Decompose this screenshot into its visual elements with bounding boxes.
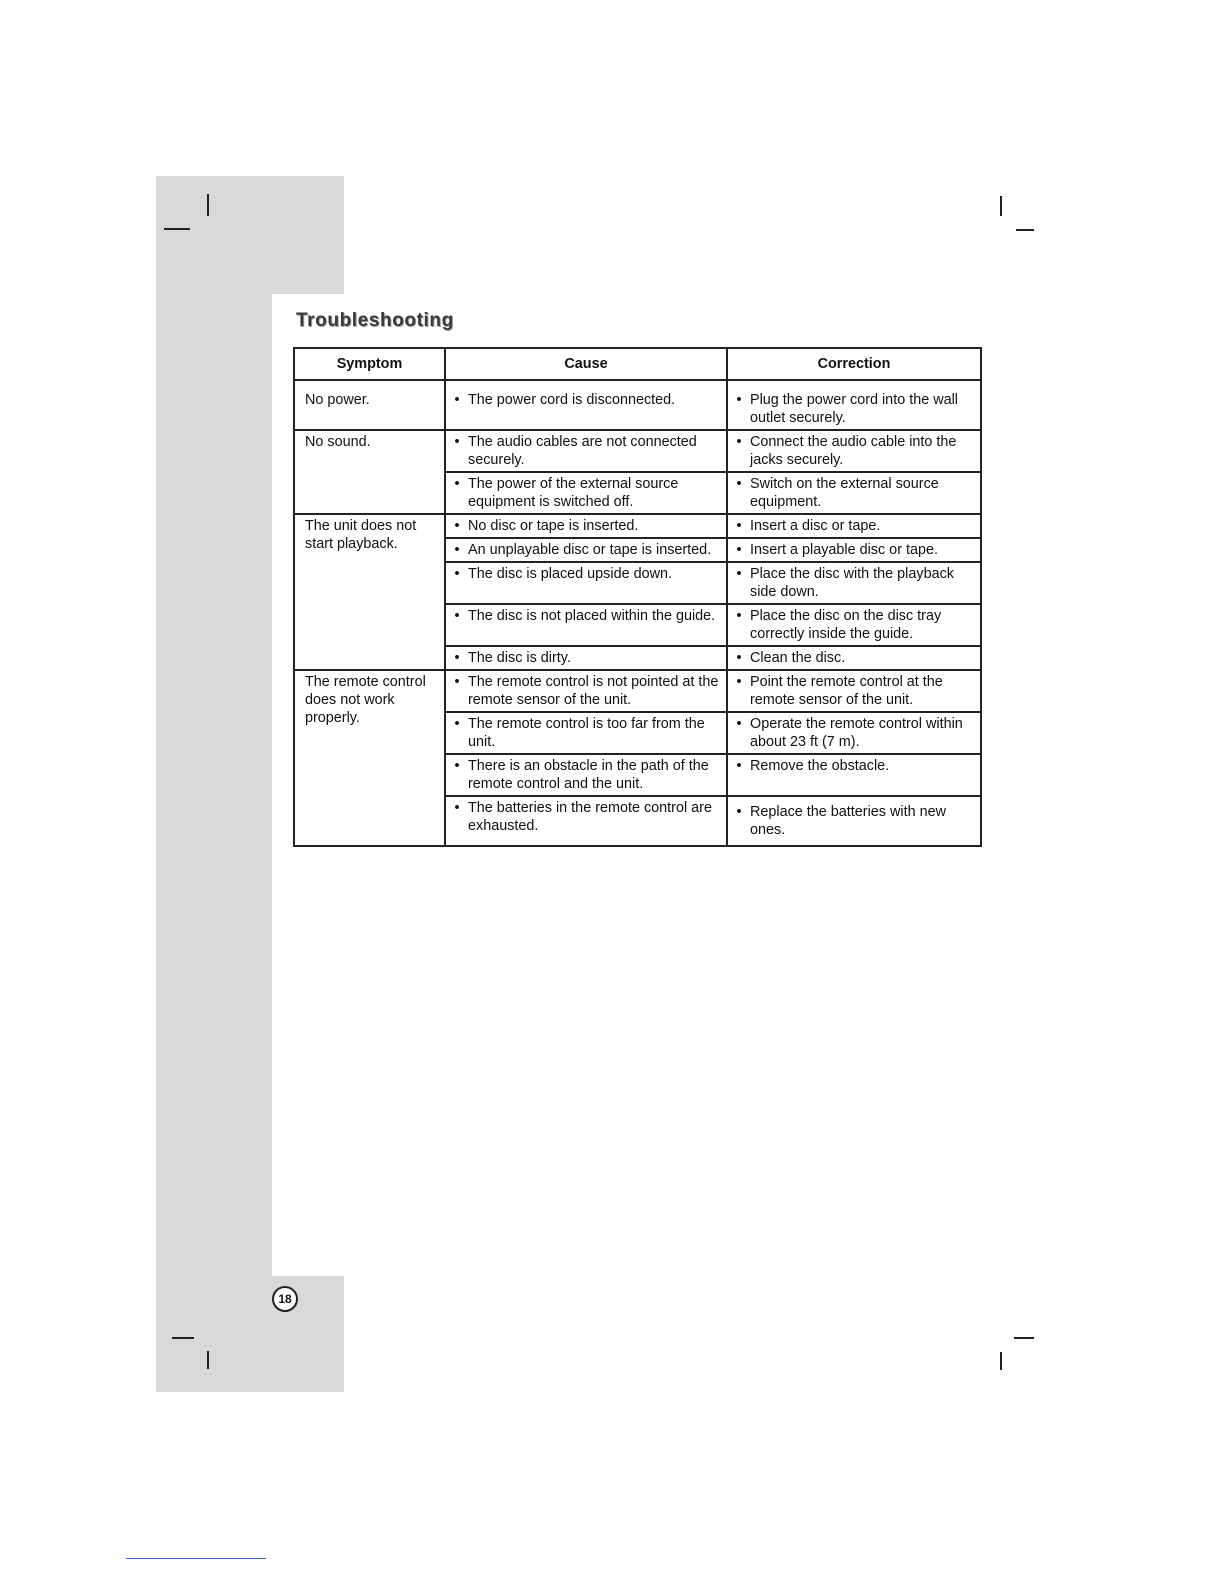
bullet: • — [736, 650, 742, 666]
bullet: • — [454, 800, 460, 816]
correction-text: Operate the remote control within about 23 ft (7 m). — [750, 716, 963, 750]
troubleshooting-table — [293, 347, 982, 847]
cause-text: The power cord is disconnected. — [468, 392, 676, 408]
bullet: • — [454, 650, 460, 666]
symptom-cell: The unit does not start playback. — [294, 514, 445, 670]
crop-mark — [1000, 1352, 1002, 1370]
bullet: • — [454, 542, 460, 558]
symptom-cell: No sound. — [294, 430, 445, 514]
bullet: • — [736, 476, 742, 492]
table-header-row — [294, 348, 981, 380]
bullet: • — [454, 434, 460, 450]
cause-cell — [445, 646, 727, 670]
correction-text: Remove the obstacle. — [750, 758, 890, 774]
correction-text: Replace the batteries with new ones. — [750, 804, 946, 838]
margin-strip-top — [156, 176, 344, 294]
bullet: • — [736, 674, 742, 690]
correction-text: Switch on the external source equipment. — [750, 476, 939, 510]
crop-mark — [1014, 1337, 1034, 1339]
cause-text: An unplayable disc or tape is inserted. — [468, 542, 712, 558]
correction-cell — [727, 430, 981, 472]
table-row — [294, 380, 981, 430]
bullet: • — [736, 758, 742, 774]
cause-cell — [445, 754, 727, 796]
bullet: • — [454, 716, 460, 732]
cause-text: The power of the external source equipment is switched off. — [468, 476, 679, 510]
correction-text: Plug the power cord into the wall outlet securely. — [750, 392, 958, 426]
cause-text: The remote control is not pointed at the remote sensor of the unit. — [468, 674, 719, 708]
correction-cell — [727, 670, 981, 712]
symptom-header: Symptom — [294, 348, 445, 380]
correction-cell — [727, 754, 981, 796]
cause-cell — [445, 380, 727, 430]
bullet: • — [454, 674, 460, 690]
correction-text: Connect the audio cable into the jacks securely. — [750, 434, 957, 468]
table-row — [294, 514, 981, 538]
crop-mark — [172, 1337, 194, 1339]
crop-mark — [207, 1351, 209, 1369]
bullet: • — [736, 434, 742, 450]
cause-cell — [445, 514, 727, 538]
bullet: • — [454, 608, 460, 624]
cause-cell — [445, 670, 727, 712]
correction-cell — [727, 472, 981, 514]
cause-text: The remote control is too far from the unit. — [468, 716, 705, 750]
bullet: • — [454, 518, 460, 534]
cause-cell — [445, 712, 727, 754]
cause-text: The audio cables are not connected securely. — [468, 434, 697, 468]
cause-text: There is an obstacle in the path of the remote control and the unit. — [468, 758, 709, 792]
correction-header: Correction — [727, 348, 981, 380]
crop-mark — [1016, 229, 1034, 231]
cause-text: The disc is dirty. — [468, 650, 571, 666]
cause-text: The disc is not placed within the guide. — [468, 608, 716, 624]
bullet: • — [736, 542, 742, 558]
crop-mark — [164, 228, 190, 230]
correction-text: Clean the disc. — [750, 650, 846, 666]
page-number-badge: 18 — [272, 1286, 298, 1312]
correction-cell — [727, 646, 981, 670]
correction-cell — [727, 604, 981, 646]
correction-text: Point the remote control at the remote sensor of the unit. — [750, 674, 943, 708]
correction-cell — [727, 538, 981, 562]
bullet: • — [454, 476, 460, 492]
cause-cell — [445, 562, 727, 604]
cause-text: No disc or tape is inserted. — [468, 518, 639, 534]
margin-strip-side — [156, 294, 272, 1392]
bullet: • — [736, 804, 742, 820]
cause-cell — [445, 604, 727, 646]
bottom-rule — [126, 1558, 266, 1559]
cause-cell — [445, 430, 727, 472]
correction-cell — [727, 514, 981, 538]
bullet: • — [454, 392, 460, 408]
cause-text: The batteries in the remote control are exhausted. — [468, 800, 712, 834]
correction-cell — [727, 562, 981, 604]
crop-mark — [207, 194, 209, 216]
cause-header: Cause — [445, 348, 727, 380]
cause-text: The disc is placed upside down. — [468, 566, 672, 582]
page-title: Troubleshooting — [296, 310, 454, 331]
correction-text: Place the disc on the disc tray correctly inside the guide. — [750, 608, 942, 642]
bullet: • — [454, 758, 460, 774]
cause-cell — [445, 538, 727, 562]
cause-cell — [445, 472, 727, 514]
correction-text: Place the disc with the playback side down. — [750, 566, 954, 600]
bullet: • — [736, 608, 742, 624]
bullet: • — [736, 716, 742, 732]
correction-cell — [727, 712, 981, 754]
table-row — [294, 670, 981, 712]
symptom-cell: The remote control does not work properly. — [294, 670, 445, 846]
correction-cell — [727, 380, 981, 430]
table-row — [294, 430, 981, 472]
bullet: • — [736, 392, 742, 408]
correction-text: Insert a playable disc or tape. — [750, 542, 938, 558]
bullet: • — [736, 518, 742, 534]
bullet: • — [454, 566, 460, 582]
bullet: • — [736, 566, 742, 582]
crop-mark — [1000, 196, 1002, 216]
correction-cell — [727, 796, 981, 846]
symptom-cell: No power. — [294, 380, 445, 430]
correction-text: Insert a disc or tape. — [750, 518, 881, 534]
cause-cell — [445, 796, 727, 846]
